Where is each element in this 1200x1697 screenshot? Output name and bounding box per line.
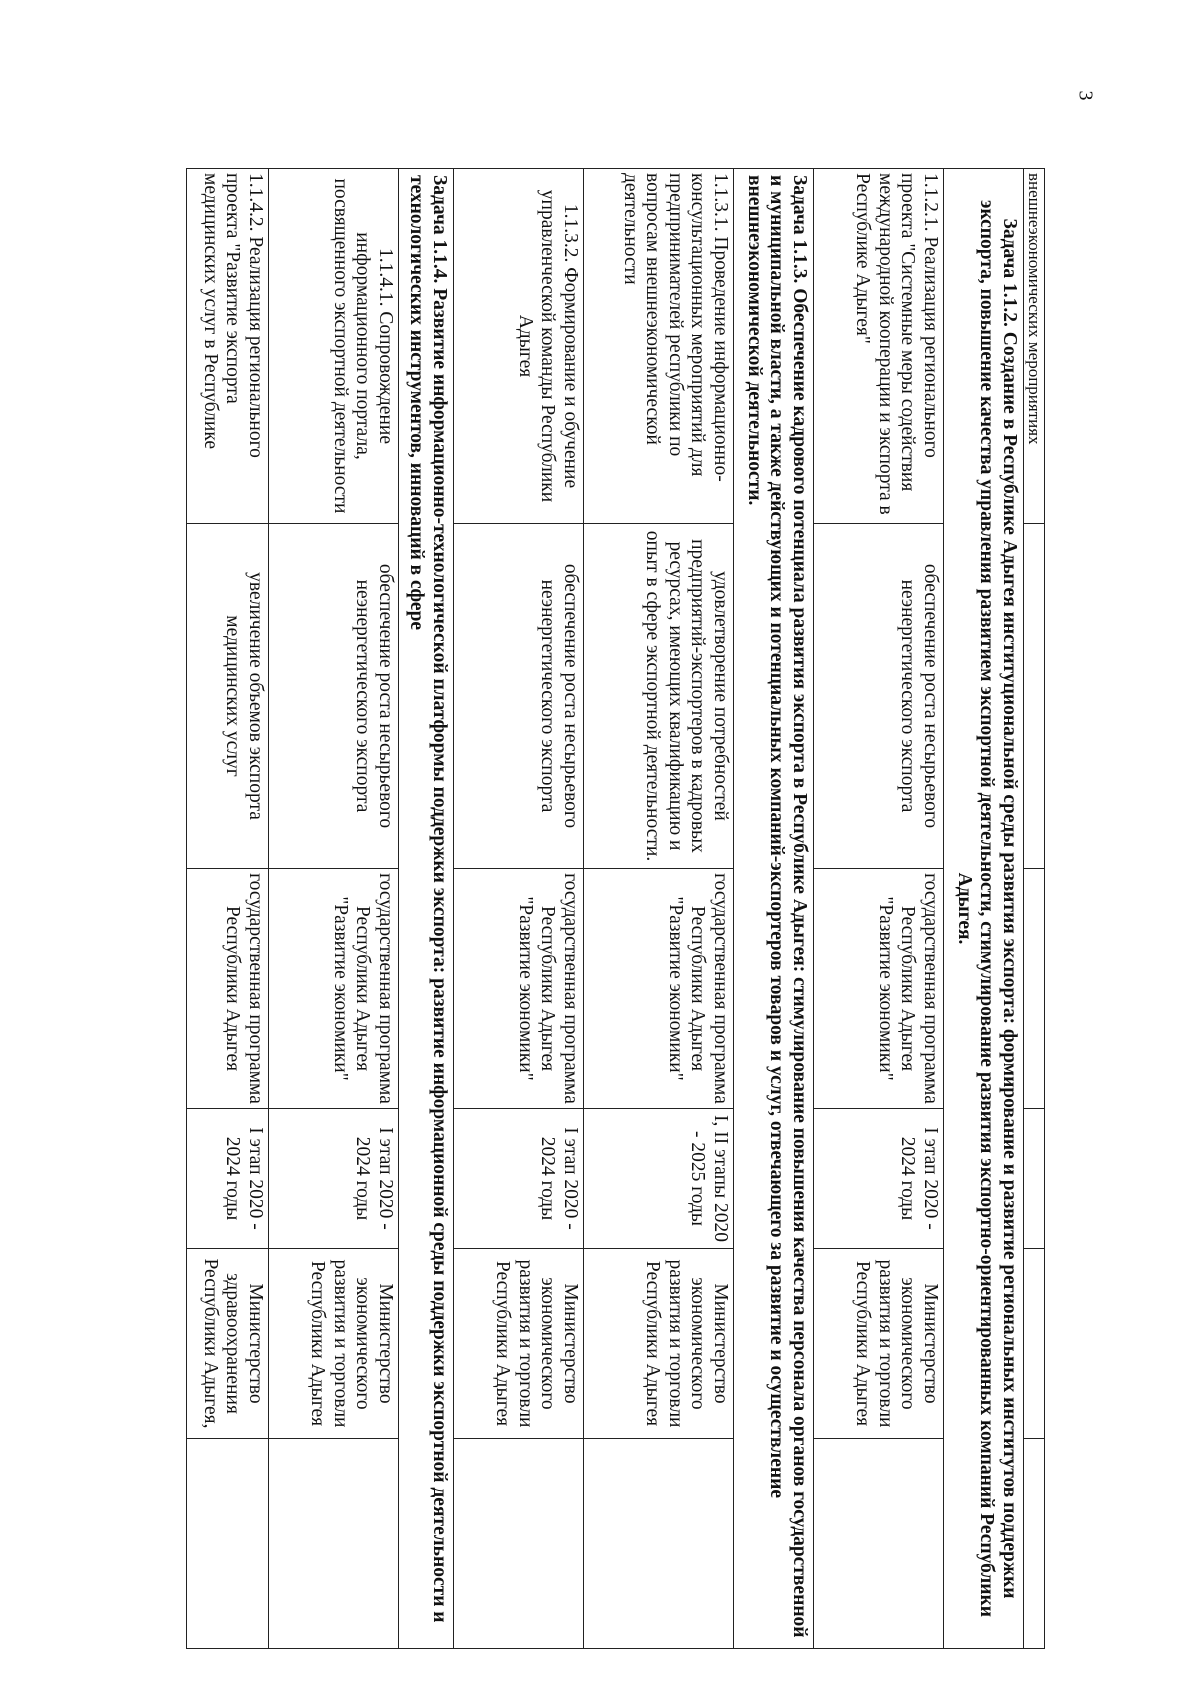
result-cell: увеличение объемов экспорта медицинских услуг xyxy=(187,524,269,869)
result-cell: обеспечение роста несырьевого неэнергетического экспорта xyxy=(454,524,584,869)
table-cell xyxy=(187,1439,269,1649)
task-row-1-1-4 xyxy=(399,169,454,1649)
table-cell xyxy=(1024,869,1045,1109)
table-row xyxy=(187,169,269,1649)
table-row-continuation xyxy=(1024,169,1045,1649)
program-cell: государственная программа Республики Адыгея "Развитие экономики" xyxy=(814,869,944,1109)
responsible-cell: Министерство экономического развития и торговли Республики Адыгея xyxy=(814,1249,944,1439)
measures-table xyxy=(186,168,1045,1649)
responsible-cell: Министерство экономического развития и торговли Республики Адыгея xyxy=(269,1249,399,1439)
table-row xyxy=(814,169,944,1649)
task-heading: Задача 1.1.2. Создание в Республике Адыгея институциональной среды развития экспорта: формирование и развитие региональных институтов поддержки экспорта, повышение качества управления развитием экспортной деятельности, стимулирование развития экспортно-ориентированных компаний Республики Адыгея. xyxy=(944,169,1024,1649)
continuation-text: внешнеэкономических мероприятиях xyxy=(1024,169,1045,524)
responsible-cell: Министерство экономического развития и торговли Республики Адыгея xyxy=(584,1249,734,1439)
result-cell: обеспечение роста несырьевого неэнергетического экспорта xyxy=(269,524,399,869)
result-cell: обеспечение роста несырьевого неэнергетического экспорта xyxy=(814,524,944,869)
measure-cell: 1.1.3.2. Формирование и обучение управленческой команды Республики Адыгея xyxy=(454,169,584,524)
program-cell: государственная программа Республики Адыгея xyxy=(187,869,269,1109)
table-cell xyxy=(1024,1439,1045,1649)
table-rotated-container xyxy=(110,168,1045,1648)
table-row xyxy=(584,169,734,1649)
table-cell xyxy=(584,1439,734,1649)
period-cell: I, II этапы 2020 - 2025 годы xyxy=(584,1109,734,1249)
program-cell: государственная программа Республики Адыгея "Развитие экономики" xyxy=(584,869,734,1109)
measure-cell: 1.1.2.1. Реализация регионального проекта "Системные меры содействия международной кооперации и экспорта в Республике Адыгея" xyxy=(814,169,944,524)
measure-cell: 1.1.4.2. Реализация регионального проекта "Развитие экспорта медицинских услуг в Республике xyxy=(187,169,269,524)
table-cell xyxy=(1024,524,1045,869)
measure-cell: 1.1.3.1. Проведение информационно-консультационных мероприятий для предпринимателей республики по вопросам внешнеэкономической деятельности xyxy=(584,169,734,524)
responsible-cell: Министерство экономического развития и торговли Республики Адыгея xyxy=(454,1249,584,1439)
page-number: 3 xyxy=(1074,90,1097,101)
table-landscape-page xyxy=(110,168,1045,1648)
period-cell: I этап 2020 - 2024 годы xyxy=(269,1109,399,1249)
responsible-cell: Министерство здравоохранения Республики Адыгея, xyxy=(187,1249,269,1439)
task-row-1-1-2 xyxy=(944,169,1024,1649)
period-cell: I этап 2020 - 2024 годы xyxy=(814,1109,944,1249)
table-cell xyxy=(1024,1249,1045,1439)
program-cell: государственная программа Республики Адыгея "Развитие экономики" xyxy=(269,869,399,1109)
task-row-1-1-3 xyxy=(734,169,814,1649)
program-cell: государственная программа Республики Адыгея "Развитие экономики" xyxy=(454,869,584,1109)
period-cell: I этап 2020 - 2024 годы xyxy=(454,1109,584,1249)
period-cell: I этап 2020 - 2024 годы xyxy=(187,1109,269,1249)
table-row xyxy=(269,169,399,1649)
table-row xyxy=(454,169,584,1649)
table-cell xyxy=(814,1439,944,1649)
table-cell xyxy=(269,1439,399,1649)
task-heading: Задача 1.1.4. Развитие информационно-технологической платформы поддержки экспорта: развитие информационной среды поддержки экспортной деятельности и технологических инструментов, инноваций в сфере xyxy=(399,169,454,1649)
result-cell: удовлетворение потребностей предприятий-экспортеров в кадровых ресурсах, имеющих квалификацию и опыт в сфере экспортной деятельности. xyxy=(584,524,734,869)
table-cell xyxy=(454,1439,584,1649)
task-heading: Задача 1.1.3. Обеспечение кадрового потенциала развития экспорта в Республике Адыгея: стимулирование повышения качества персонала органов государственной и муниципальной власти, а также действующих и потенциальных компаний-экспортеров товаров и услуг, отвечающего за развитие и осуществление внешнеэкономической деятельности. xyxy=(734,169,814,1649)
measure-cell: 1.1.4.1. Сопровождение информационного портала, посвященного экспортной деятельности xyxy=(269,169,399,524)
table-cell xyxy=(1024,1109,1045,1249)
